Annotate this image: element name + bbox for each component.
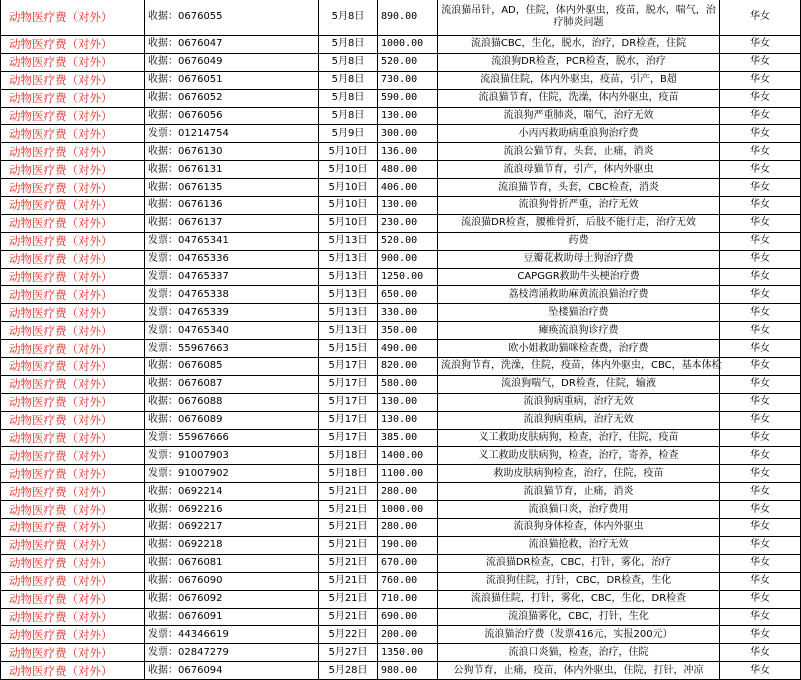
cell-amount[interactable]: 130.00 xyxy=(378,411,438,429)
table-row xyxy=(1,501,801,519)
cell-date[interactable]: 5月22日 xyxy=(319,626,378,644)
cell-date[interactable]: 5月17日 xyxy=(319,393,378,411)
cell-category[interactable]: 动物医疗费（对外） xyxy=(1,340,145,358)
cell-category[interactable]: 动物医疗费（对外） xyxy=(1,411,145,429)
cell-description[interactable]: 流浪猫节育，住院，洗澡，体内外驱虫，疫苗 xyxy=(438,89,720,107)
cell-date[interactable]: 5月10日 xyxy=(319,214,378,232)
cell-amount[interactable]: 1100.00 xyxy=(378,465,438,483)
cell-amount[interactable]: 1000.00 xyxy=(378,501,438,519)
table-row xyxy=(1,0,801,36)
cell-amount[interactable]: 690.00 xyxy=(378,608,438,626)
cell-category[interactable]: 动物医疗费（对外） xyxy=(1,286,145,304)
cell-area[interactable]: 华女 xyxy=(720,375,801,393)
cell-description[interactable]: 流浪猫住院，体内外驱虫，疫苗，引产，B超 xyxy=(438,71,720,89)
cell-date[interactable]: 5月17日 xyxy=(319,375,378,393)
table-row xyxy=(1,89,801,107)
table-row xyxy=(1,483,801,501)
cell-area[interactable]: 华女 xyxy=(720,447,801,465)
cell-description[interactable]: 流浪母猫节育，引产，体内外驱虫 xyxy=(438,161,720,179)
cell-area[interactable]: 华女 xyxy=(720,197,801,215)
cell-description[interactable]: 流浪猫住院，打针，雾化，CBC，生化，DR检查 xyxy=(438,590,720,608)
cell-description[interactable]: 流浪狗骨折严重，治疗无效 xyxy=(438,197,720,215)
cell-date[interactable]: 5月21日 xyxy=(319,519,378,537)
cell-doc-number[interactable]: 收据：0676081 xyxy=(145,554,319,572)
cell-category[interactable]: 动物医疗费（对外） xyxy=(1,268,145,286)
cell-doc-number[interactable]: 收据：0676091 xyxy=(145,608,319,626)
cell-area[interactable]: 华女 xyxy=(720,429,801,447)
cell-doc-number[interactable]: 发票：02847279 xyxy=(145,644,319,662)
cell-area[interactable]: 华女 xyxy=(720,554,801,572)
cell-description[interactable]: 流浪狗DR检查，PCR检查，脱水，治疗 xyxy=(438,53,720,71)
cell-area[interactable]: 华女 xyxy=(720,483,801,501)
cell-category[interactable]: 动物医疗费（对外） xyxy=(1,572,145,590)
cell-date[interactable]: 5月8日 xyxy=(319,71,378,89)
cell-amount[interactable]: 406.00 xyxy=(378,179,438,197)
cell-date[interactable]: 5月10日 xyxy=(319,161,378,179)
table-row xyxy=(1,286,801,304)
cell-doc-number[interactable]: 收据：0676087 xyxy=(145,375,319,393)
table-row xyxy=(1,554,801,572)
table-row xyxy=(1,590,801,608)
cell-doc-number[interactable]: 收据：0676051 xyxy=(145,71,319,89)
cell-description[interactable]: 流浪猫吊针，AD，住院，体内外驱虫，疫苗，脱水，喘气，治疗肺炎问题 xyxy=(438,0,720,36)
cell-category[interactable]: 动物医疗费（对外） xyxy=(1,536,145,554)
cell-description[interactable]: 流浪猫雾化，CBC，打针，生化 xyxy=(438,608,720,626)
cell-date[interactable]: 5月13日 xyxy=(319,232,378,250)
cell-amount[interactable]: 900.00 xyxy=(378,250,438,268)
cell-amount[interactable]: 136.00 xyxy=(378,143,438,161)
cell-amount[interactable]: 1400.00 xyxy=(378,447,438,465)
cell-amount[interactable]: 1250.00 xyxy=(378,268,438,286)
cell-date[interactable]: 5月21日 xyxy=(319,554,378,572)
cell-amount[interactable]: 820.00 xyxy=(378,358,438,376)
cell-category[interactable]: 动物医疗费（对外） xyxy=(1,447,145,465)
table-row xyxy=(1,304,801,322)
cell-description[interactable]: 欧小姐救助猫咪检查费，治疗费 xyxy=(438,340,720,358)
cell-area[interactable]: 华女 xyxy=(720,304,801,322)
cell-amount[interactable]: 520.00 xyxy=(378,53,438,71)
cell-date[interactable]: 5月10日 xyxy=(319,143,378,161)
cell-category[interactable]: 动物医疗费（对外） xyxy=(1,608,145,626)
table-row xyxy=(1,179,801,197)
cell-area[interactable]: 华女 xyxy=(720,608,801,626)
cell-date[interactable]: 5月8日 xyxy=(319,107,378,125)
cell-area[interactable]: 华女 xyxy=(720,36,801,54)
table-row xyxy=(1,358,801,376)
cell-area[interactable]: 华女 xyxy=(720,214,801,232)
cell-amount[interactable]: 190.00 xyxy=(378,536,438,554)
cell-category[interactable]: 动物医疗费（对外） xyxy=(1,250,145,268)
table-row xyxy=(1,197,801,215)
cell-date[interactable]: 5月21日 xyxy=(319,590,378,608)
cell-description[interactable]: 药费 xyxy=(438,232,720,250)
cell-amount[interactable]: 280.00 xyxy=(378,519,438,537)
cell-doc-number[interactable]: 收据：0692214 xyxy=(145,483,319,501)
cell-category[interactable]: 动物医疗费（对外） xyxy=(1,71,145,89)
cell-category[interactable]: 动物医疗费（对外） xyxy=(1,125,145,143)
cell-description[interactable]: 流浪口炎猫，检查，治疗，住院 xyxy=(438,644,720,662)
cell-category[interactable]: 动物医疗费（对外） xyxy=(1,590,145,608)
cell-doc-number[interactable]: 收据：0676130 xyxy=(145,143,319,161)
cell-category[interactable]: 动物医疗费（对外） xyxy=(1,358,145,376)
cell-description[interactable]: 流浪公猫节育，头套，止痛，消炎 xyxy=(438,143,720,161)
cell-category[interactable]: 动物医疗费（对外） xyxy=(1,107,145,125)
cell-area[interactable]: 华女 xyxy=(720,536,801,554)
cell-category[interactable]: 动物医疗费（对外） xyxy=(1,304,145,322)
cell-area[interactable]: 华女 xyxy=(720,644,801,662)
cell-area[interactable]: 华女 xyxy=(720,286,801,304)
table-row xyxy=(1,644,801,662)
cell-category[interactable]: 动物医疗费（对外） xyxy=(1,393,145,411)
table-row xyxy=(1,250,801,268)
cell-area[interactable]: 华女 xyxy=(720,89,801,107)
table-row xyxy=(1,340,801,358)
cell-doc-number[interactable]: 收据：0676089 xyxy=(145,411,319,429)
cell-doc-number[interactable]: 收据：0676085 xyxy=(145,358,319,376)
cell-category[interactable]: 动物医疗费（对外） xyxy=(1,554,145,572)
cell-doc-number[interactable]: 收据：0692218 xyxy=(145,536,319,554)
cell-date[interactable]: 5月17日 xyxy=(319,411,378,429)
cell-date[interactable]: 5月18日 xyxy=(319,447,378,465)
cell-category[interactable]: 动物医疗费（对外） xyxy=(1,429,145,447)
cell-date[interactable]: 5月9日 xyxy=(319,125,378,143)
cell-doc-number[interactable]: 发票：91007903 xyxy=(145,447,319,465)
cell-date[interactable]: 5月10日 xyxy=(319,197,378,215)
cell-area[interactable]: 华女 xyxy=(720,393,801,411)
table-row xyxy=(1,322,801,340)
cell-doc-number[interactable]: 收据：0676052 xyxy=(145,89,319,107)
cell-category[interactable]: 动物医疗费（对外） xyxy=(1,89,145,107)
cell-category[interactable]: 动物医疗费（对外） xyxy=(1,232,145,250)
table-row xyxy=(1,214,801,232)
cell-doc-number[interactable]: 收据：0676094 xyxy=(145,662,319,680)
cell-date[interactable]: 5月8日 xyxy=(319,53,378,71)
cell-date[interactable]: 5月13日 xyxy=(319,268,378,286)
table-row xyxy=(1,393,801,411)
table-row xyxy=(1,125,801,143)
table-row xyxy=(1,608,801,626)
cell-area[interactable]: 华女 xyxy=(720,626,801,644)
cell-description[interactable]: 流浪猫节育，头套，CBC检查，消炎 xyxy=(438,179,720,197)
table-row xyxy=(1,519,801,537)
cell-description[interactable]: 流浪狗病重病，治疗无效 xyxy=(438,411,720,429)
table-row xyxy=(1,107,801,125)
cell-category[interactable]: 动物医疗费（对外） xyxy=(1,179,145,197)
cell-category[interactable]: 动物医疗费（对外） xyxy=(1,322,145,340)
cell-description[interactable]: 流浪猫抢救，治疗无效 xyxy=(438,536,720,554)
cell-description[interactable]: 流浪猫DR检查，腰椎骨折，后肢不能行走，治疗无效 xyxy=(438,214,720,232)
cell-area[interactable]: 华女 xyxy=(720,250,801,268)
cell-area[interactable]: 华女 xyxy=(720,411,801,429)
cell-category[interactable]: 动物医疗费（对外） xyxy=(1,662,145,680)
cell-description[interactable]: 义工救助皮肤病狗，检查，治疗，住院，疫苗 xyxy=(438,429,720,447)
cell-doc-number[interactable]: 发票：55967663 xyxy=(145,340,319,358)
cell-amount[interactable]: 890.00 xyxy=(378,0,438,36)
cell-amount[interactable]: 350.00 xyxy=(378,322,438,340)
cell-category[interactable]: 动物医疗费（对外） xyxy=(1,519,145,537)
table-row xyxy=(1,36,801,54)
cell-description[interactable]: 义工救助皮肤病狗，检查，治疗，寄养，检查 xyxy=(438,447,720,465)
cell-amount[interactable]: 480.00 xyxy=(378,161,438,179)
cell-description[interactable]: 小丙丙救助病重浪狗治疗费 xyxy=(438,125,720,143)
table-row xyxy=(1,268,801,286)
cell-category[interactable]: 动物医疗费（对外） xyxy=(1,53,145,71)
cell-area[interactable]: 华女 xyxy=(720,590,801,608)
cell-amount[interactable]: 670.00 xyxy=(378,554,438,572)
table-row xyxy=(1,572,801,590)
cell-doc-number[interactable]: 发票：04765339 xyxy=(145,304,319,322)
cell-area[interactable]: 华女 xyxy=(720,465,801,483)
cell-category[interactable]: 动物医疗费（对外） xyxy=(1,143,145,161)
cell-area[interactable]: 华女 xyxy=(720,519,801,537)
cell-date[interactable]: 5月13日 xyxy=(319,250,378,268)
cell-doc-number[interactable]: 收据：0676088 xyxy=(145,393,319,411)
cell-date[interactable]: 5月21日 xyxy=(319,501,378,519)
cell-area[interactable]: 华女 xyxy=(720,0,801,36)
table-row xyxy=(1,465,801,483)
cell-amount[interactable]: 1350.00 xyxy=(378,644,438,662)
cell-amount[interactable]: 490.00 xyxy=(378,340,438,358)
cell-doc-number[interactable]: 收据：0676136 xyxy=(145,197,319,215)
cell-doc-number[interactable]: 发票：04765341 xyxy=(145,232,319,250)
cell-description[interactable]: 流浪狗住院，打针，CBC，DR检查，生化 xyxy=(438,572,720,590)
table-row xyxy=(1,626,801,644)
cell-area[interactable]: 华女 xyxy=(720,71,801,89)
cell-amount[interactable]: 130.00 xyxy=(378,107,438,125)
cell-area[interactable]: 华女 xyxy=(720,125,801,143)
cell-description[interactable]: 豆瓣花救助母土狗治疗费 xyxy=(438,250,720,268)
cell-amount[interactable]: 980.00 xyxy=(378,662,438,680)
cell-category[interactable]: 动物医疗费（对外） xyxy=(1,214,145,232)
cell-doc-number[interactable]: 发票：01214754 xyxy=(145,125,319,143)
cell-area[interactable]: 华女 xyxy=(720,179,801,197)
cell-amount[interactable]: 580.00 xyxy=(378,375,438,393)
cell-area[interactable]: 华女 xyxy=(720,501,801,519)
cell-doc-number[interactable]: 收据：0676137 xyxy=(145,214,319,232)
table-row xyxy=(1,232,801,250)
table-row xyxy=(1,536,801,554)
cell-amount[interactable]: 730.00 xyxy=(378,71,438,89)
cell-doc-number[interactable]: 收据：0676056 xyxy=(145,107,319,125)
table-row xyxy=(1,53,801,71)
cell-description[interactable]: 流浪狗身体检查，体内外驱虫 xyxy=(438,519,720,537)
cell-category[interactable]: 动物医疗费（对外） xyxy=(1,375,145,393)
cell-area[interactable]: 华女 xyxy=(720,358,801,376)
cell-date[interactable]: 5月10日 xyxy=(319,179,378,197)
cell-area[interactable]: 华女 xyxy=(720,340,801,358)
cell-amount[interactable]: 130.00 xyxy=(378,197,438,215)
cell-date[interactable]: 5月8日 xyxy=(319,36,378,54)
table-row xyxy=(1,375,801,393)
cell-description[interactable]: 流浪猫节育，止痛，消炎 xyxy=(438,483,720,501)
table-row xyxy=(1,662,801,680)
cell-area[interactable]: 华女 xyxy=(720,268,801,286)
cell-category[interactable]: 动物医疗费（对外） xyxy=(1,626,145,644)
cell-category[interactable]: 动物医疗费（对外） xyxy=(1,197,145,215)
cell-area[interactable]: 华女 xyxy=(720,572,801,590)
cell-amount[interactable]: 300.00 xyxy=(378,125,438,143)
cell-amount[interactable]: 200.00 xyxy=(378,626,438,644)
cell-area[interactable]: 华女 xyxy=(720,322,801,340)
cell-description[interactable]: 公狗节育，止痛，疫苗，体内外驱虫，住院，打针，冲凉 xyxy=(438,662,720,680)
cell-area[interactable]: 华女 xyxy=(720,143,801,161)
cell-description[interactable]: 救助皮肤病狗检查，治疗，住院，疫苗 xyxy=(438,465,720,483)
table-row xyxy=(1,411,801,429)
cell-description[interactable]: 流浪猫DR检查，CBC，打针，雾化，治疗 xyxy=(438,554,720,572)
cell-doc-number[interactable]: 收据：0676135 xyxy=(145,179,319,197)
cell-date[interactable]: 5月21日 xyxy=(319,608,378,626)
cell-doc-number[interactable]: 收据：0676055 xyxy=(145,0,319,36)
cell-doc-number[interactable]: 发票：44346619 xyxy=(145,626,319,644)
cell-doc-number[interactable]: 收据：0676090 xyxy=(145,572,319,590)
cell-category[interactable]: 动物医疗费（对外） xyxy=(1,501,145,519)
cell-doc-number[interactable]: 发票：55967666 xyxy=(145,429,319,447)
table-row xyxy=(1,71,801,89)
cell-amount[interactable]: 710.00 xyxy=(378,590,438,608)
cell-doc-number[interactable]: 发票：04765336 xyxy=(145,250,319,268)
cell-category[interactable]: 动物医疗费（对外） xyxy=(1,0,145,36)
cell-description[interactable]: 流浪狗喘气，DR检查，住院，输液 xyxy=(438,375,720,393)
cell-date[interactable]: 5月8日 xyxy=(319,89,378,107)
cell-area[interactable]: 华女 xyxy=(720,161,801,179)
cell-amount[interactable]: 760.00 xyxy=(378,572,438,590)
cell-description[interactable]: 流浪猫CBC，生化，脱水，治疗，DR检查，住院 xyxy=(438,36,720,54)
cell-description[interactable]: 流浪猫治疗费（发票416元，实报200元） xyxy=(438,626,720,644)
cell-amount[interactable]: 130.00 xyxy=(378,393,438,411)
cell-doc-number[interactable]: 发票：04765338 xyxy=(145,286,319,304)
cell-amount[interactable]: 1000.00 xyxy=(378,36,438,54)
cell-doc-number[interactable]: 收据：0676049 xyxy=(145,53,319,71)
cell-date[interactable]: 5月21日 xyxy=(319,536,378,554)
expense-table-body xyxy=(1,0,801,680)
cell-date[interactable]: 5月17日 xyxy=(319,429,378,447)
cell-area[interactable]: 华女 xyxy=(720,662,801,680)
table-row xyxy=(1,429,801,447)
cell-date[interactable]: 5月28日 xyxy=(319,662,378,680)
cell-amount[interactable]: 520.00 xyxy=(378,232,438,250)
cell-date[interactable]: 5月21日 xyxy=(319,483,378,501)
cell-description[interactable]: 流浪狗节育，洗澡，住院，疫苗，体内外驱虫，CBC，基本体检 xyxy=(438,358,720,376)
cell-category[interactable]: 动物医疗费（对外） xyxy=(1,483,145,501)
cell-description[interactable]: 荔枝湾涌救助麻黄流浪猫治疗费 xyxy=(438,286,720,304)
cell-description[interactable]: 流浪狗严重肺炎，喘气，治疗无效 xyxy=(438,107,720,125)
cell-amount[interactable]: 330.00 xyxy=(378,304,438,322)
cell-date[interactable]: 5月17日 xyxy=(319,358,378,376)
table-row xyxy=(1,447,801,465)
cell-date[interactable]: 5月13日 xyxy=(319,304,378,322)
cell-doc-number[interactable]: 收据：0692217 xyxy=(145,519,319,537)
cell-date[interactable]: 5月13日 xyxy=(319,322,378,340)
cell-doc-number[interactable]: 发票：04765340 xyxy=(145,322,319,340)
cell-date[interactable]: 5月13日 xyxy=(319,286,378,304)
cell-amount[interactable]: 230.00 xyxy=(378,214,438,232)
cell-area[interactable]: 华女 xyxy=(720,232,801,250)
cell-date[interactable]: 5月21日 xyxy=(319,572,378,590)
table-row xyxy=(1,143,801,161)
cell-amount[interactable]: 280.00 xyxy=(378,483,438,501)
cell-area[interactable]: 华女 xyxy=(720,107,801,125)
cell-description[interactable]: 流浪猫口炎，治疗费用 xyxy=(438,501,720,519)
cell-category[interactable]: 动物医疗费（对外） xyxy=(1,161,145,179)
cell-category[interactable]: 动物医疗费（对外） xyxy=(1,36,145,54)
cell-doc-number[interactable]: 收据：0692216 xyxy=(145,501,319,519)
cell-doc-number[interactable]: 发票：04765337 xyxy=(145,268,319,286)
cell-date[interactable]: 5月15日 xyxy=(319,340,378,358)
cell-doc-number[interactable]: 发票：91007902 xyxy=(145,465,319,483)
cell-doc-number[interactable]: 收据：0676131 xyxy=(145,161,319,179)
cell-description[interactable]: 流浪狗病重病，治疗无效 xyxy=(438,393,720,411)
cell-doc-number[interactable]: 收据：0676092 xyxy=(145,590,319,608)
cell-description[interactable]: 坠楼猫治疗费 xyxy=(438,304,720,322)
cell-amount[interactable]: 385.00 xyxy=(378,429,438,447)
cell-category[interactable]: 动物医疗费（对外） xyxy=(1,644,145,662)
cell-date[interactable]: 5月27日 xyxy=(319,644,378,662)
cell-description[interactable]: 瘫痪流浪狗诊疗费 xyxy=(438,322,720,340)
table-row xyxy=(1,161,801,179)
cell-area[interactable]: 华女 xyxy=(720,53,801,71)
cell-category[interactable]: 动物医疗费（对外） xyxy=(1,465,145,483)
cell-date[interactable]: 5月8日 xyxy=(319,0,378,36)
cell-description[interactable]: CAPGGR救助牛头梗治疗费 xyxy=(438,268,720,286)
cell-doc-number[interactable]: 收据：0676047 xyxy=(145,36,319,54)
cell-amount[interactable]: 590.00 xyxy=(378,89,438,107)
cell-amount[interactable]: 650.00 xyxy=(378,286,438,304)
cell-date[interactable]: 5月18日 xyxy=(319,465,378,483)
